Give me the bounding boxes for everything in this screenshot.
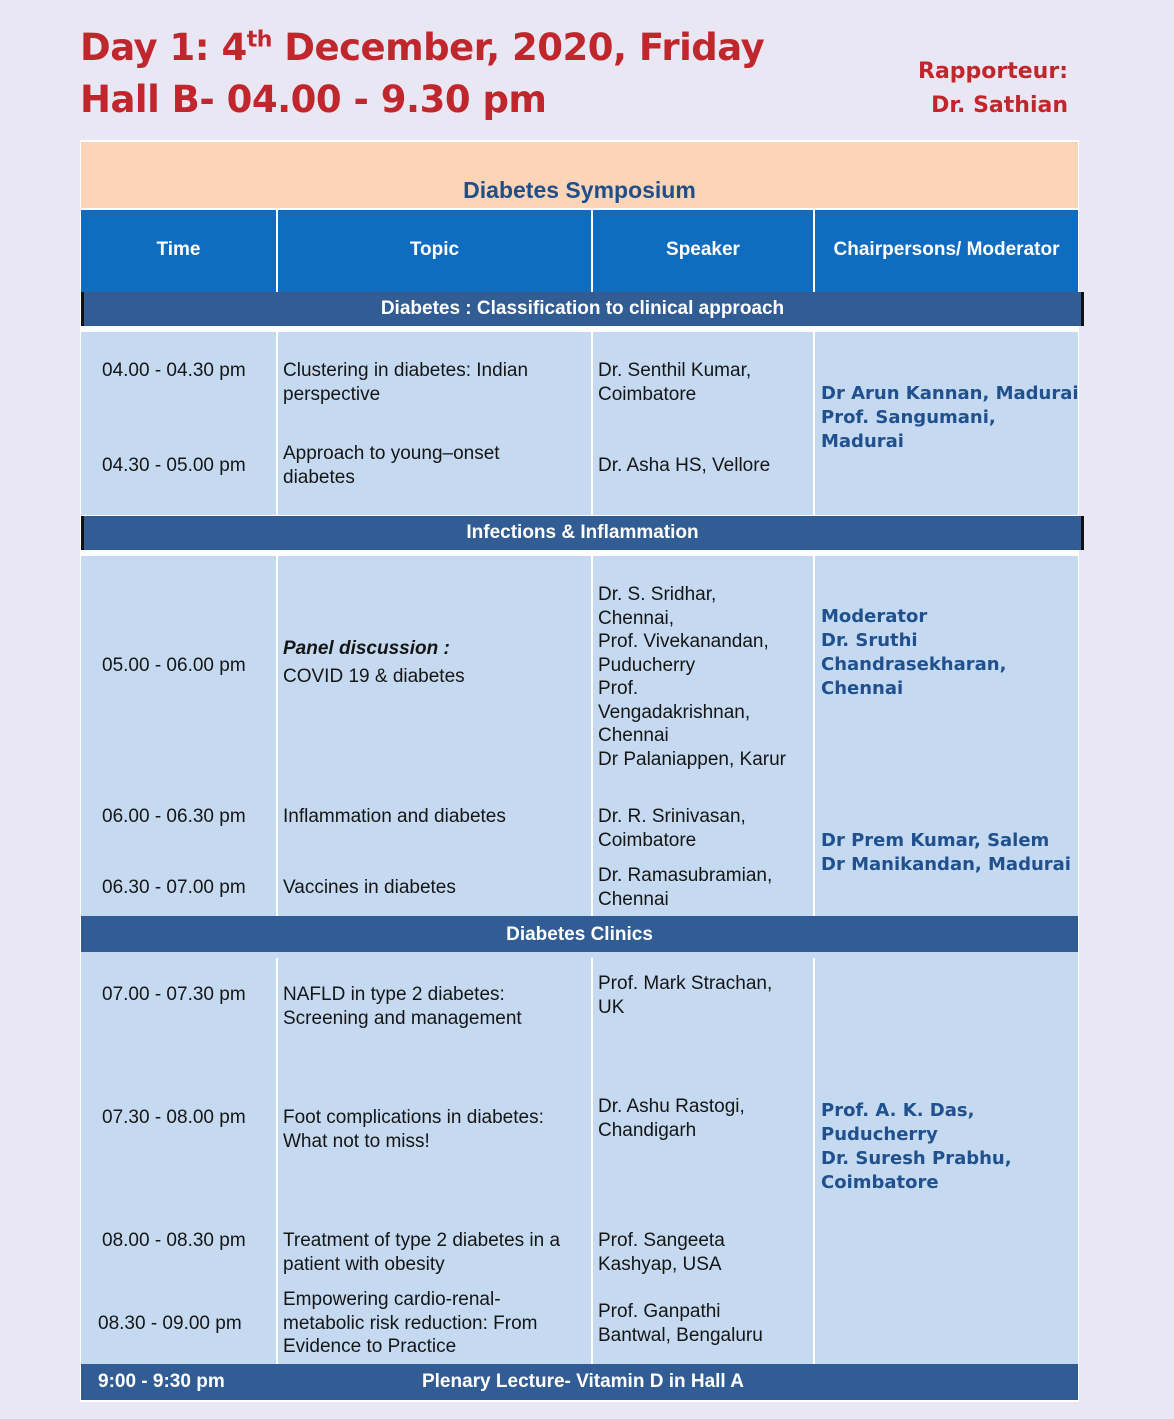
section-header: Diabetes Clinics: [81, 916, 1078, 952]
topic-cell: Vaccines in diabetes: [283, 877, 456, 898]
column-divider: [813, 332, 815, 515]
time-cell: 07.00 - 07.30 pm: [102, 984, 246, 1005]
plenary-lecture-row: [81, 1364, 1078, 1400]
page-heading: [80, 22, 764, 126]
time-cell: 07.30 - 08.00 pm: [102, 1107, 246, 1128]
day-line: Day 1: 4th December, 2020, Friday: [80, 26, 765, 69]
topic-cell: Empowering cardio-renal- metabolic risk reduction: From Evidence to Practice: [283, 1289, 538, 1357]
time-cell: 06.00 - 06.30 pm: [102, 806, 246, 827]
time-cell: 04.00 - 04.30 pm: [102, 360, 246, 381]
column-divider: [276, 958, 278, 1364]
column-divider: [276, 332, 278, 515]
plenary-time: 9:00 - 9:30 pm: [98, 1371, 225, 1392]
column-divider: [276, 210, 278, 292]
topic-cell: NAFLD in type 2 diabetes: Screening and management: [283, 984, 522, 1029]
column-header-speaker: Speaker: [666, 239, 740, 260]
column-divider: [276, 556, 278, 916]
chairpersons-cell: Dr Arun Kannan, Madurai Prof. Sangumani, Madurai: [821, 383, 1079, 452]
column-header-chairpersons: Chairpersons/ Moderator: [833, 239, 1060, 260]
speaker-cell: Prof. Ganpathi Bantwal, Bengaluru: [598, 1301, 763, 1346]
topic-cell: Panel discussion : COVID 19 & diabetes: [283, 638, 465, 687]
column-divider: [813, 556, 815, 916]
panel-discussion-label: Panel discussion :: [283, 638, 450, 659]
column-divider: [813, 210, 815, 292]
moderator-cell: Moderator Dr. Sruthi Chandrasekharan, Chennai: [821, 606, 1007, 699]
time-cell: 08.00 - 08.30 pm: [102, 1230, 246, 1251]
speaker-cell: Dr. S. Sridhar, Chennai, Prof. Vivekanandan, Puducherry Prof. Vengadakrishnan, Chennai Dr Palaniappen, Karur: [598, 584, 786, 770]
column-header-row: [81, 210, 1078, 292]
column-divider: [591, 332, 593, 515]
speaker-cell: Dr. Asha HS, Vellore: [598, 455, 771, 476]
topic-cell: Treatment of type 2 diabetes in a patient with obesity: [283, 1230, 561, 1275]
speaker-cell: Dr. R. Srinivasan, Coimbatore: [598, 806, 746, 851]
schedule-table: [80, 140, 1079, 1402]
plenary-text: Plenary Lecture- Vitamin D in Hall A: [421, 1371, 745, 1392]
rapporteur-name: Dr. Sathian: [931, 93, 1068, 118]
speaker-cell: Prof. Sangeeta Kashyap, USA: [598, 1230, 725, 1275]
time-cell: 06.30 - 07.00 pm: [102, 877, 246, 898]
section-header: Infections & Inflammation: [81, 516, 1084, 550]
topic-cell: Clustering in diabetes: Indian perspective: [283, 360, 529, 405]
column-divider: [591, 556, 593, 916]
column-header-topic: Topic: [409, 239, 460, 260]
speaker-cell: Dr. Ashu Rastogi, Chandigarh: [598, 1096, 745, 1141]
time-cell: 04.30 - 05.00 pm: [102, 455, 246, 476]
speaker-cell: Prof. Mark Strachan, UK: [598, 973, 773, 1018]
chairpersons-cell: Prof. A. K. Das, Puducherry Dr. Suresh Prabhu, Coimbatore: [821, 1100, 1012, 1193]
hall-line: Hall B- 04.00 - 9.30 pm: [80, 78, 547, 121]
section-header: Diabetes : Classification to clinical approach: [81, 292, 1084, 326]
speaker-cell: Dr. Senthil Kumar, Coimbatore: [598, 360, 752, 405]
speaker-cell: Dr. Ramasubramian, Chennai: [598, 865, 773, 910]
rapporteur-label: Rapporteur:: [918, 59, 1068, 84]
chairpersons-cell: Dr Prem Kumar, Salem Dr Manikandan, Madurai: [821, 830, 1071, 875]
rapporteur: [918, 55, 1068, 123]
topic-cell: Approach to young–onset diabetes: [283, 443, 500, 488]
column-header-time: Time: [156, 239, 201, 260]
column-divider: [591, 210, 593, 292]
column-divider: [813, 958, 815, 1364]
time-cell: 08.30 - 09.00 pm: [98, 1313, 242, 1334]
topic-cell: Foot complications in diabetes: What not to miss!: [283, 1107, 544, 1152]
topic-cell: Inflammation and diabetes: [283, 806, 506, 827]
time-cell: 05.00 - 06.00 pm: [102, 655, 246, 676]
table-title: Diabetes Symposium: [81, 142, 1078, 208]
column-divider: [591, 958, 593, 1364]
